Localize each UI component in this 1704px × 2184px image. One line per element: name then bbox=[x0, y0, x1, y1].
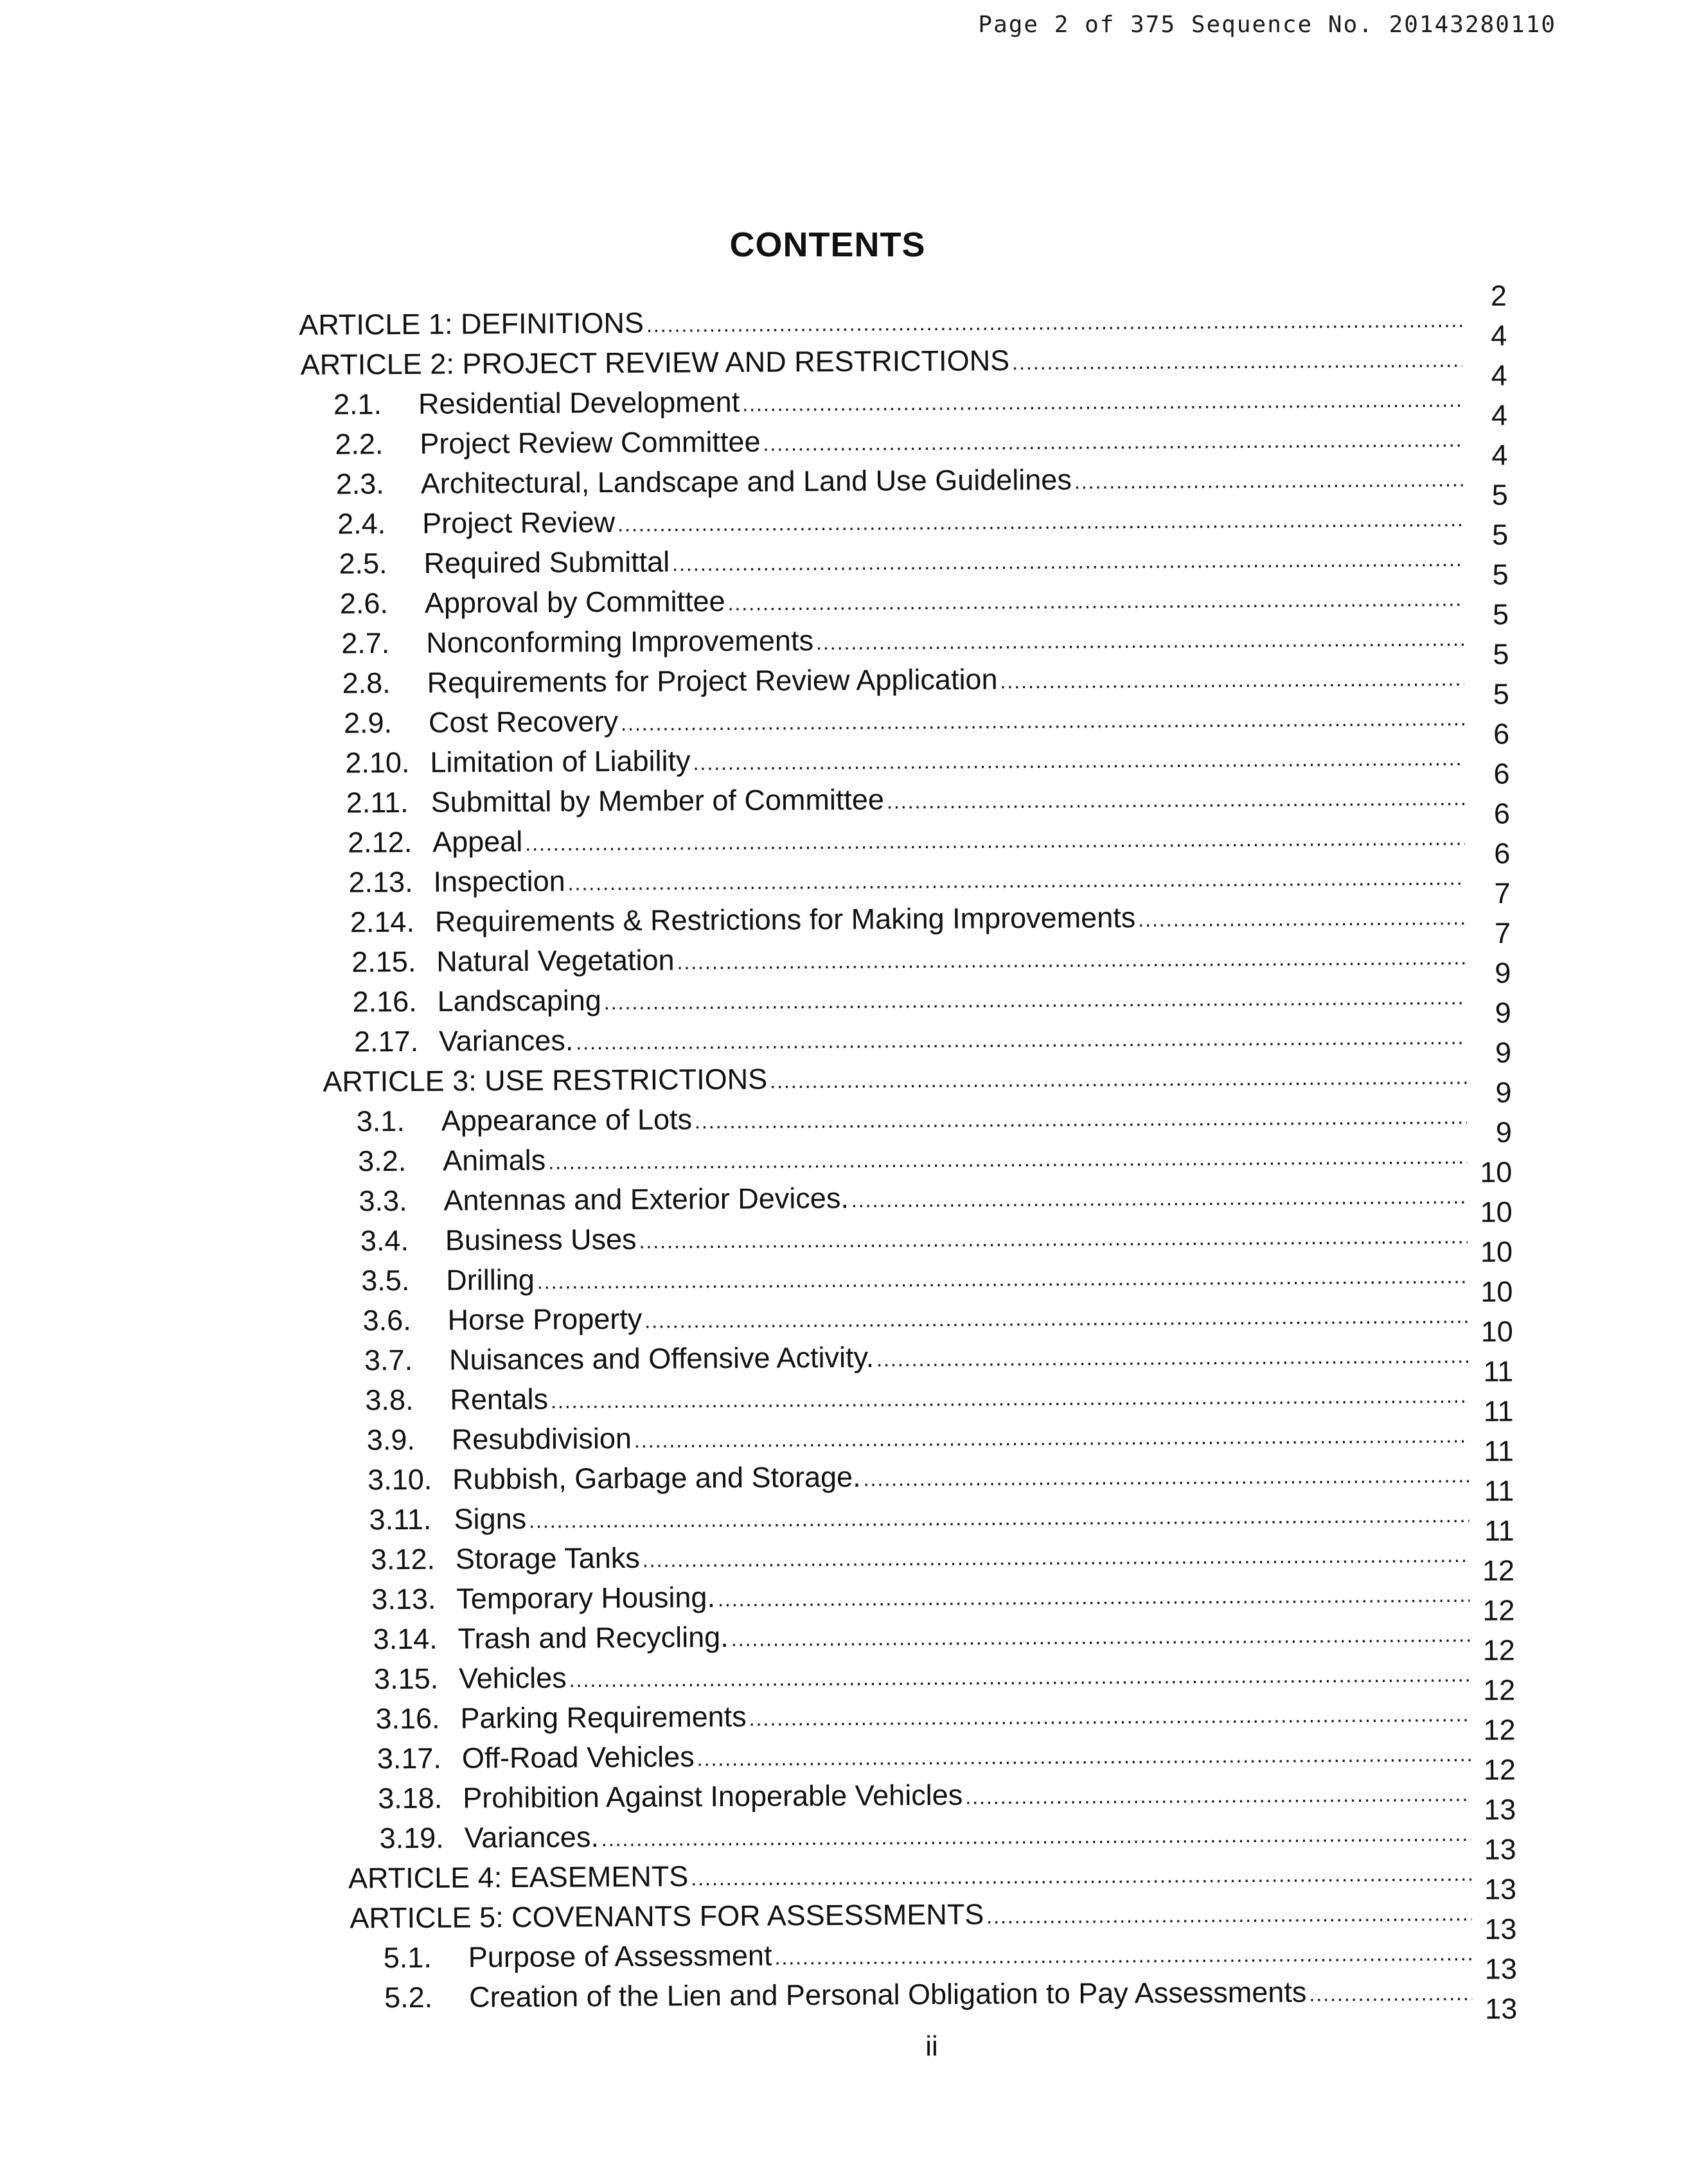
toc-page-number: 9 bbox=[1495, 1036, 1512, 1069]
toc-entry-title: ARTICLE 2: PROJECT REVIEW AND RESTRICTIONS bbox=[300, 344, 1010, 381]
page-sequence-header: Page 2 of 375 Sequence No. 20143280110 bbox=[978, 12, 1556, 38]
toc-section-number: 3.19. bbox=[379, 1821, 444, 1855]
toc-entry-title: Architectural, Landscape and Land Use Guidelines bbox=[420, 463, 1072, 500]
toc-dot-leader bbox=[1074, 463, 1463, 497]
toc-page-number: 10 bbox=[1480, 1235, 1513, 1268]
toc-dot-leader bbox=[731, 1619, 1470, 1654]
toc-section-number: 2.12. bbox=[347, 825, 413, 859]
toc-entry-title: Prohibition Against Inoperable Vehicles bbox=[463, 1778, 963, 1815]
toc-page-number: 9 bbox=[1495, 1115, 1513, 1149]
toc-entry-title: Trash and Recycling. bbox=[457, 1620, 729, 1655]
toc-dot-leader bbox=[672, 543, 1464, 579]
toc-dot-leader bbox=[876, 1340, 1468, 1374]
toc-section-number: 3.10. bbox=[368, 1462, 432, 1496]
toc-entry-title: Submittal by Member of Committee bbox=[430, 783, 885, 819]
toc-entry-title: Signs bbox=[454, 1502, 527, 1536]
toc-entry-title: Drilling bbox=[446, 1263, 535, 1297]
toc-page-number: 5 bbox=[1492, 558, 1509, 591]
toc-section-number: 3.8. bbox=[365, 1383, 414, 1417]
toc-dot-leader bbox=[986, 1897, 1471, 1931]
toc-section-number: 2.1. bbox=[333, 387, 382, 421]
toc-entry-title: Antennas and Exterior Devices. bbox=[443, 1181, 849, 1217]
toc-section-number: 3.7. bbox=[364, 1343, 413, 1377]
toc-dot-leader bbox=[749, 1698, 1471, 1734]
toc-section-number: 3.16. bbox=[375, 1701, 440, 1736]
toc-entry-title: Residential Development bbox=[418, 385, 740, 420]
toc-page-number: 4 bbox=[1491, 438, 1508, 472]
toc-entry-title: Vehicles bbox=[458, 1661, 567, 1695]
toc-page-number: 10 bbox=[1480, 1195, 1513, 1229]
toc-dot-leader bbox=[677, 941, 1466, 977]
toc-page-number: 5 bbox=[1492, 518, 1509, 551]
toc-entry-title: Off-Road Vehicles bbox=[461, 1740, 695, 1775]
toc-page-number: 9 bbox=[1495, 1076, 1512, 1109]
toc-page-number: 11 bbox=[1484, 1474, 1514, 1507]
toc-page-number: 2 bbox=[1490, 279, 1507, 312]
toc-section-number: 2.14. bbox=[350, 905, 415, 939]
toc-page-number: 13 bbox=[1484, 1912, 1517, 1946]
toc-entry-title: Nuisances and Offensive Activity. bbox=[448, 1340, 874, 1376]
toc-entry-title: Requirements & Restrictions for Making Improvements bbox=[434, 901, 1136, 938]
toc-page-number: 12 bbox=[1483, 1713, 1516, 1746]
toc-page-number: 10 bbox=[1480, 1275, 1513, 1308]
toc-page-number: 12 bbox=[1482, 1554, 1515, 1587]
toc-page-number: 10 bbox=[1480, 1155, 1513, 1189]
toc-page-number: 6 bbox=[1493, 717, 1510, 750]
toc-page-number: 13 bbox=[1484, 1952, 1518, 1985]
toc-section-number: 2.15. bbox=[351, 945, 416, 979]
toc-page-number: 12 bbox=[1482, 1633, 1516, 1667]
toc-dot-leader bbox=[774, 1937, 1472, 1973]
toc-section-number: 3.18. bbox=[378, 1781, 443, 1815]
toc-page-number: 12 bbox=[1482, 1594, 1515, 1627]
toc-section-number: 2.13. bbox=[348, 865, 413, 899]
toc-entry-title: Appeal bbox=[432, 824, 523, 858]
toc-entry-title: Business Uses bbox=[445, 1222, 637, 1257]
toc-entry-title: Approval by Committee bbox=[424, 584, 725, 619]
toc-entry-title: ARTICLE 3: USE RESTRICTIONS bbox=[323, 1062, 768, 1098]
toc-section-number: 3.9. bbox=[366, 1423, 416, 1457]
toc-page-number: 6 bbox=[1494, 837, 1511, 870]
toc-dot-leader bbox=[551, 1380, 1469, 1416]
toc-page-number: 6 bbox=[1493, 757, 1510, 790]
toc-page-number: 12 bbox=[1483, 1673, 1516, 1707]
toc-page-number: 11 bbox=[1484, 1514, 1514, 1547]
toc-dot-leader bbox=[646, 304, 1462, 340]
toc-page-number: 5 bbox=[1493, 677, 1509, 711]
toc-dot-leader bbox=[1012, 344, 1462, 377]
toc-page-number: 11 bbox=[1483, 1394, 1514, 1428]
toc-page-number: 9 bbox=[1495, 996, 1511, 1029]
toc-entry-title: Creation of the Lien and Personal Obligation to Pay Assessments bbox=[468, 1975, 1307, 2014]
toc-entry-title: Appearance of Lots bbox=[441, 1103, 693, 1137]
toc-section-number: 2.16. bbox=[352, 984, 417, 1018]
toc-section-number: 2.11. bbox=[346, 785, 409, 819]
toc-dot-leader bbox=[1309, 1977, 1472, 2009]
toc-dot-leader bbox=[1000, 662, 1464, 696]
toc-dot-leader bbox=[644, 1300, 1468, 1336]
toc-page-number: 5 bbox=[1492, 598, 1509, 631]
toc-section-number: 3.17. bbox=[377, 1741, 442, 1775]
toc-section-number: 3.1. bbox=[356, 1105, 405, 1138]
toc-section-number: 2.7. bbox=[341, 626, 390, 660]
toc-page-number: 11 bbox=[1483, 1354, 1514, 1388]
toc-entry-title: Cost Recovery bbox=[428, 704, 619, 739]
toc-section-number: 3.15. bbox=[373, 1662, 439, 1696]
contents-heading: CONTENTS bbox=[729, 226, 926, 264]
toc-entry-title: Variances. bbox=[464, 1820, 599, 1854]
toc-section-number: 2.3. bbox=[335, 467, 384, 501]
toc-dot-leader bbox=[548, 1141, 1467, 1177]
toc-entry-title: Horse Property bbox=[447, 1302, 643, 1336]
toc-section-number: 2.8. bbox=[342, 666, 391, 700]
toc-dot-leader bbox=[742, 384, 1462, 419]
toc-entry-title: Resubdivision bbox=[451, 1421, 632, 1456]
toc-page-number: 7 bbox=[1494, 916, 1511, 950]
toc-section-number: 5.1. bbox=[383, 1940, 432, 1975]
toc-section-number: 3.14. bbox=[373, 1622, 438, 1656]
toc-dot-leader bbox=[617, 503, 1463, 539]
toc-dot-leader bbox=[639, 1220, 1468, 1256]
toc-entry-title: Rentals bbox=[450, 1382, 549, 1416]
toc-article-entry bbox=[299, 279, 1507, 342]
toc-page-number: 13 bbox=[1484, 1872, 1517, 1906]
table-of-contents bbox=[299, 279, 1518, 2055]
toc-section-number: 2.6. bbox=[339, 587, 389, 620]
toc-dot-leader bbox=[770, 1061, 1466, 1096]
toc-section-number: 2.2. bbox=[335, 427, 384, 461]
toc-page-number: 10 bbox=[1480, 1315, 1513, 1348]
toc-page-number: 4 bbox=[1491, 359, 1507, 392]
toc-entry-title: Rubbish, Garbage and Storage. bbox=[452, 1460, 861, 1496]
toc-entry-title: Variances. bbox=[438, 1024, 574, 1058]
toc-section-number: 3.11. bbox=[369, 1502, 432, 1536]
toc-section-number: 2.9. bbox=[343, 706, 393, 740]
toc-dot-leader bbox=[643, 1539, 1469, 1575]
toc-entry-title: Landscaping bbox=[437, 984, 602, 1018]
toc-section-number: 5.2. bbox=[384, 1980, 433, 2014]
toc-page-number: 4 bbox=[1491, 398, 1508, 432]
toc-section-number: 3.13. bbox=[371, 1582, 436, 1616]
toc-page-number: 4 bbox=[1491, 319, 1507, 352]
toc-page-number: 9 bbox=[1495, 956, 1511, 990]
toc-dot-leader bbox=[691, 1858, 1471, 1893]
toc-dot-leader bbox=[576, 1021, 1466, 1057]
toc-entry-title: Requirements for Project Review Application bbox=[427, 662, 998, 699]
toc-dot-leader bbox=[601, 1818, 1471, 1854]
toc-dot-leader bbox=[604, 981, 1466, 1017]
toc-entry-title: ARTICLE 1: DEFINITIONS bbox=[299, 306, 644, 341]
toc-entry-title: ARTICLE 4: EASEMENTS bbox=[348, 1860, 689, 1895]
toc-dot-leader bbox=[763, 423, 1462, 459]
toc-entry-title: ARTICLE 5: COVENANTS FOR ASSESSMENTS bbox=[350, 1897, 984, 1935]
toc-dot-leader bbox=[621, 702, 1464, 738]
toc-dot-leader bbox=[569, 1658, 1471, 1695]
toc-page-number: 13 bbox=[1485, 1992, 1518, 2025]
toc-section-number: 2.5. bbox=[339, 547, 387, 580]
toc-entry-title: Parking Requirements bbox=[460, 1700, 747, 1735]
toc-entry-title: Project Review bbox=[422, 506, 616, 540]
toc-dot-leader bbox=[727, 583, 1464, 618]
toc-section-number: 3.2. bbox=[358, 1144, 407, 1178]
toc-section-number: 3.3. bbox=[359, 1184, 407, 1218]
toc-page-number: 5 bbox=[1491, 478, 1509, 511]
toc-entry-title: Project Review Committee bbox=[420, 425, 761, 460]
toc-section-number: 3.4. bbox=[360, 1223, 409, 1257]
toc-dot-leader bbox=[887, 782, 1465, 816]
toc-dot-leader bbox=[634, 1419, 1469, 1455]
toc-entry-title: Limitation of Liability bbox=[430, 744, 691, 779]
toc-section-number: 2.4. bbox=[337, 507, 386, 540]
toc-page-number: 12 bbox=[1483, 1753, 1516, 1786]
toc-dot-leader bbox=[965, 1778, 1471, 1812]
toc-entry-title: Temporary Housing. bbox=[456, 1581, 716, 1615]
page-number-footer: ii bbox=[925, 2030, 938, 2062]
toc-entry-title: Nonconforming Improvements bbox=[426, 624, 814, 659]
toc-entry-title: Animals bbox=[443, 1143, 546, 1177]
toc-page-number: 7 bbox=[1494, 876, 1511, 910]
toc-entry-title: Purpose of Assessment bbox=[468, 1939, 772, 1974]
toc-page-number: 13 bbox=[1484, 1793, 1516, 1826]
toc-section-number: 2.10. bbox=[345, 745, 410, 779]
toc-dot-leader bbox=[816, 623, 1464, 657]
toc-dot-leader bbox=[693, 742, 1464, 777]
toc-dot-leader bbox=[718, 1579, 1470, 1614]
toc-dot-leader bbox=[697, 1738, 1471, 1773]
toc-page-number: 13 bbox=[1484, 1833, 1516, 1866]
toc-entry-title: Storage Tanks bbox=[455, 1541, 640, 1576]
toc-page-number: 6 bbox=[1493, 797, 1511, 830]
toc-dot-leader bbox=[695, 1101, 1467, 1136]
toc-page-number: 5 bbox=[1493, 637, 1509, 671]
toc-section-number: 2.17. bbox=[353, 1024, 419, 1058]
toc-entry-title: Natural Vegetation bbox=[436, 943, 675, 978]
toc-section-number: 3.5. bbox=[361, 1263, 410, 1297]
toc-dot-leader bbox=[1138, 901, 1466, 934]
toc-entry-title: Required Submittal bbox=[423, 545, 670, 580]
toc-entry-title: Inspection bbox=[433, 864, 565, 898]
toc-section-number: 3.12. bbox=[370, 1542, 436, 1576]
toc-page-number: 11 bbox=[1484, 1434, 1514, 1468]
toc-section-number: 3.6. bbox=[362, 1303, 411, 1337]
toc-dot-leader bbox=[851, 1180, 1468, 1215]
toc-dot-leader bbox=[537, 1260, 1468, 1297]
toc-dot-leader bbox=[568, 862, 1466, 898]
toc-dot-leader bbox=[863, 1459, 1469, 1494]
